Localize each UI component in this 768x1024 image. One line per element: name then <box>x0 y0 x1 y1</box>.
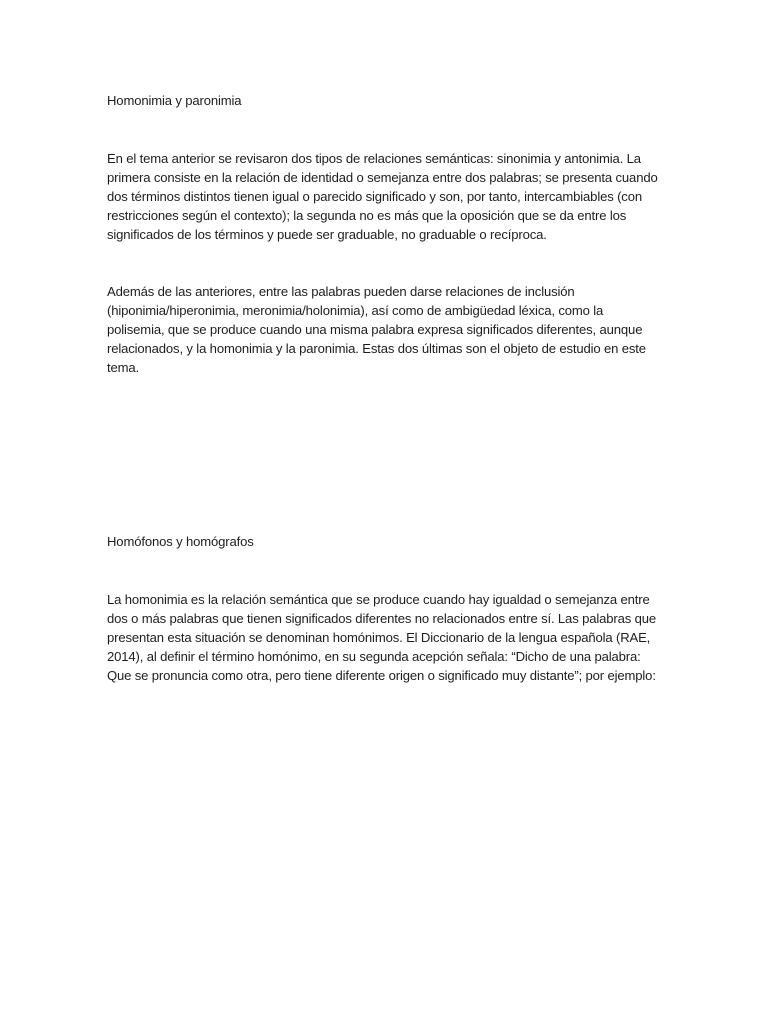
section-heading-homonimia-paronimia: Homonimia y paronimia <box>107 93 242 108</box>
paragraph-otras-relaciones: Además de las anteriores, entre las palabras pueden darse relaciones de inclusión (hiponimia/hiperonimia, meronimia/holonimia), así como de ambigüedad léxica, como la polisemia, que se produce cuando una misma palabra expresa significados diferentes, aunque relacionados, y la homonimia y la paronimia. Estas dos últimas son el objeto de estudio en este tema. <box>107 284 646 375</box>
section-heading-homofonos-homografos: Homófonos y homógrafos <box>107 534 254 549</box>
paragraph-relaciones-semanticas: En el tema anterior se revisaron dos tipos de relaciones semánticas: sinonimia y antonimia. La primera consiste en la relación de identidad o semejanza entre dos palabras; se presenta cuando dos términos distintos tienen igual o parecido significado y son, por tanto, intercambiables (con restricciones según el contexto); la segunda no es más que la oposición que se da entre los significados de los términos y puede ser graduable, no graduable o recíproca. <box>107 151 658 242</box>
paragraph-homonimia-definicion: La homonimia es la relación semántica que se produce cuando hay igualdad o semejanza entre dos o más palabras que tienen significados diferentes no relacionados entre sí. Las palabras que presentan esta situación se denominan homónimos. El Diccionario de la lengua española (RAE, 2014), al definir el término homónimo, en su segunda acepción señala: “Dicho de una palabra: Que se pronuncia como otra, pero tiene diferente origen o significado muy distante”; por ejemplo: <box>107 592 656 683</box>
